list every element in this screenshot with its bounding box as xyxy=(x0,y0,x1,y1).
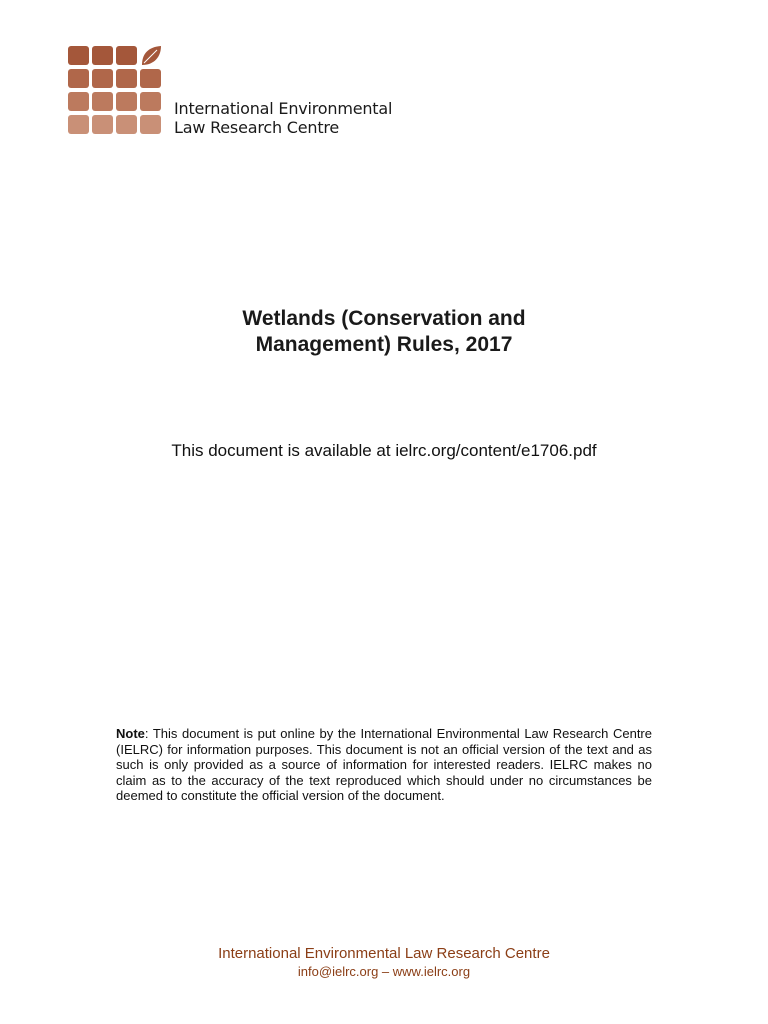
note-label: Note xyxy=(116,726,145,741)
document-title-line-1: Wetlands (Conservation and xyxy=(242,307,526,330)
document-title xyxy=(0,306,768,358)
logo-tile xyxy=(92,69,113,88)
leaf-icon xyxy=(140,46,161,65)
disclaimer-note xyxy=(116,726,652,804)
note-text: : This document is put online by the International Environmental Law Research Centre (IELRC) for information purposes. This document is not an official version of the text and as such is only provided as a source of information for interested readers. IELRC makes no claim as to the accuracy of the text reproduced which should under no circumstances be deemed to constitute the official version of the document. xyxy=(116,726,652,804)
logo-tile xyxy=(116,69,137,88)
logo-tile xyxy=(140,69,161,88)
organization-name-line-2: Law Research Centre xyxy=(174,118,340,137)
organization-name-line-1: International Environmental xyxy=(174,99,393,118)
footer-contact: info@ielrc.org – www.ielrc.org xyxy=(297,964,471,979)
logo-tile xyxy=(116,46,137,65)
leaf-grid-logo-icon xyxy=(68,46,164,136)
organization-name xyxy=(174,99,392,137)
logo-tile xyxy=(140,115,161,134)
logo-tile xyxy=(92,115,113,134)
logo-tile xyxy=(116,115,137,134)
document-title-line-2: Management) Rules, 2017 xyxy=(255,333,513,356)
logo-tile xyxy=(68,69,89,88)
logo-tile xyxy=(92,46,113,65)
logo-tile xyxy=(140,92,161,111)
availability-notice: This document is available at ielrc.org/content/e1706.pdf xyxy=(171,441,597,460)
footer-organization-name: International Environmental Law Research Centre xyxy=(218,945,550,962)
logo-tile xyxy=(68,46,89,65)
logo-tile xyxy=(116,92,137,111)
logo-tile xyxy=(68,115,89,134)
logo-tile xyxy=(92,92,113,111)
footer xyxy=(0,944,768,981)
logo xyxy=(68,46,408,136)
logo-tile xyxy=(68,92,89,111)
